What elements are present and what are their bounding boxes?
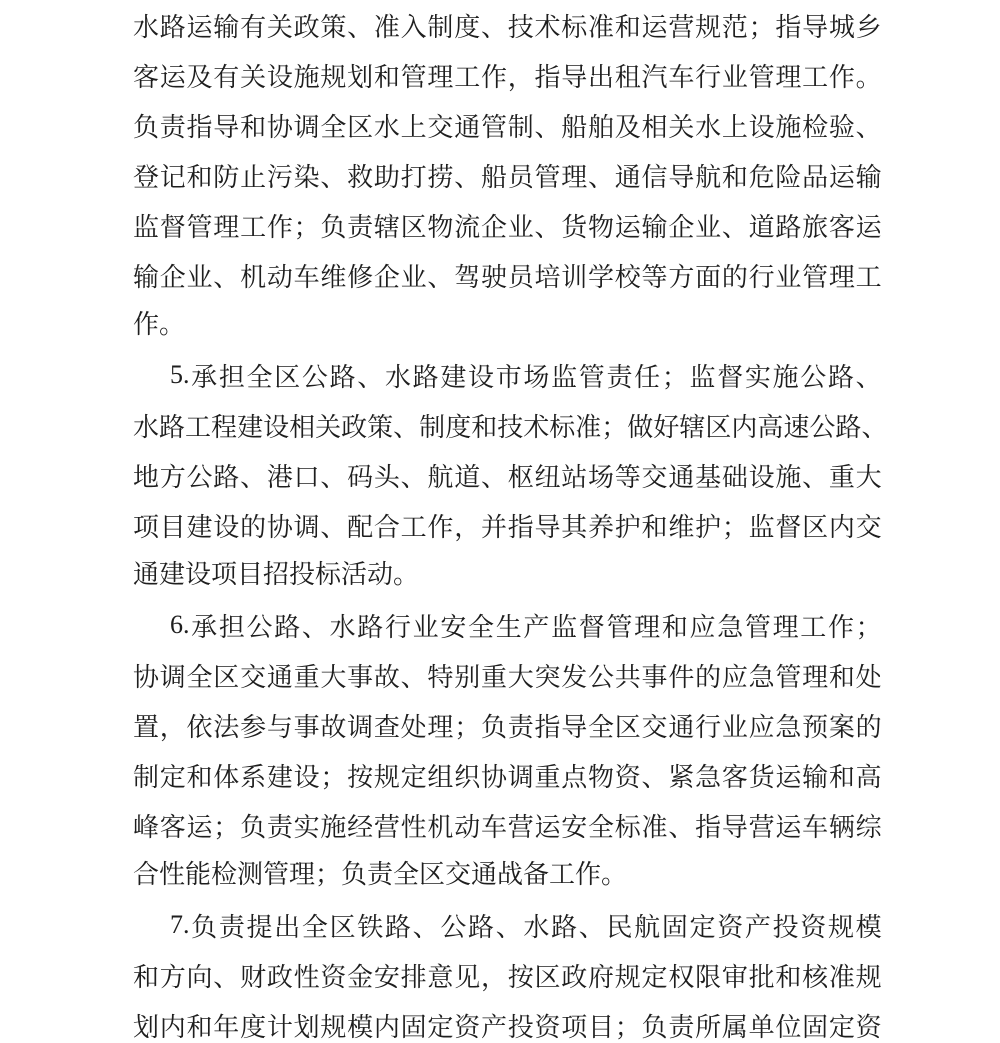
text-line: 制 定 和 体 系 建 设 ； 按 规 定 组 织 协 调 重 点 物 资 、 紧 急 客 货 运 输 和 高 <box>133 762 882 792</box>
text-line: 合性能检测管理；负责全区交通战备工作。 <box>133 860 628 889</box>
text-line: 协 调 全 区 交 通 重 大 事 故 、 特 别 重 大 突 发 公 共 事 件 的 应 急 管 理 和 处 <box>133 662 882 692</box>
text-line: 6. 承 担 公 路 、 水 路 行 业 安 全 生 产 监 督 管 理 和 应 急 管 理 工 作 ； <box>170 610 882 642</box>
text-line: 水 路 工 程 建 设 相 关 政 策 、 制 度 和 技 术 标 准 ； 做 好 辖 区 内 高 速 公 路 、 <box>133 412 888 442</box>
text-line: 水 路 运 输 有 关 政 策 、 准 入 制 度 、 技 术 标 准 和 运 营 规 范 ； 指 导 城 乡 <box>133 12 882 42</box>
text-line: 和 方 向 、 财 政 性 资 金 安 排 意 见 ， 按 区 政 府 规 定 权 限 审 批 和 核 准 规 <box>133 962 882 992</box>
text-line: 作。 <box>133 310 186 339</box>
text-line: 5. 承 担 全 区 公 路 、 水 路 建 设 市 场 监 管 责 任 ； 监 督 实 施 公 路 、 <box>170 360 882 392</box>
paragraph <box>133 350 888 600</box>
paragraph <box>133 600 882 900</box>
text-line: 通建设项目招投标活动。 <box>133 560 420 589</box>
paragraph <box>133 0 882 350</box>
text-line: 登 记 和 防 止 污 染 、 救 助 打 捞 、 船 员 管 理 、 通 信 导 航 和 危 险 品 运 输 <box>133 162 882 192</box>
text-line: 项 目 建 设 的 协 调 、 配 合 工 作 ， 并 指 导 其 养 护 和 维 护 ； 监 督 区 内 交 <box>133 512 882 542</box>
text-line: 监 督 管 理 工 作 ； 负 责 辖 区 物 流 企 业 、 货 物 运 输 企 业 、 道 路 旅 客 运 <box>133 212 882 242</box>
text-line: 输 企 业 、 机 动 车 维 修 企 业 、 驾 驶 员 培 训 学 校 等 方 面 的 行 业 管 理 工 <box>133 262 882 292</box>
text-line: 划 内 和 年 度 计 划 规 模 内 固 定 资 产 投 资 项 目 ； 负 责 所 属 单 位 固 定 资 <box>133 1012 882 1042</box>
text-line: 客 运 及 有 关 设 施 规 划 和 管 理 工 作 ， 指 导 出 租 汽 车 行 业 管 理 工 作 。 <box>133 62 882 92</box>
text-line: 峰 客 运 ； 负 责 实 施 经 营 性 机 动 车 营 运 安 全 标 准 、 指 导 营 运 车 辆 综 <box>133 812 882 842</box>
text-line: 负 责 指 导 和 协 调 全 区 水 上 交 通 管 制 、 船 舶 及 相 关 水 上 设 施 检 验 、 <box>133 112 882 142</box>
paragraph <box>133 900 882 1043</box>
text-line: 地 方 公 路 、 港 口 、 码 头 、 航 道 、 枢 纽 站 场 等 交 通 基 础 设 施 、 重 大 <box>133 462 882 492</box>
text-line: 7. 负 责 提 出 全 区 铁 路 、 公 路 、 水 路 、 民 航 固 定 资 产 投 资 规 模 <box>170 910 882 942</box>
text-block <box>133 0 888 1043</box>
text-line: 置 ， 依 法 参 与 事 故 调 查 处 理 ； 负 责 指 导 全 区 交 通 行 业 应 急 预 案 的 <box>133 712 882 742</box>
